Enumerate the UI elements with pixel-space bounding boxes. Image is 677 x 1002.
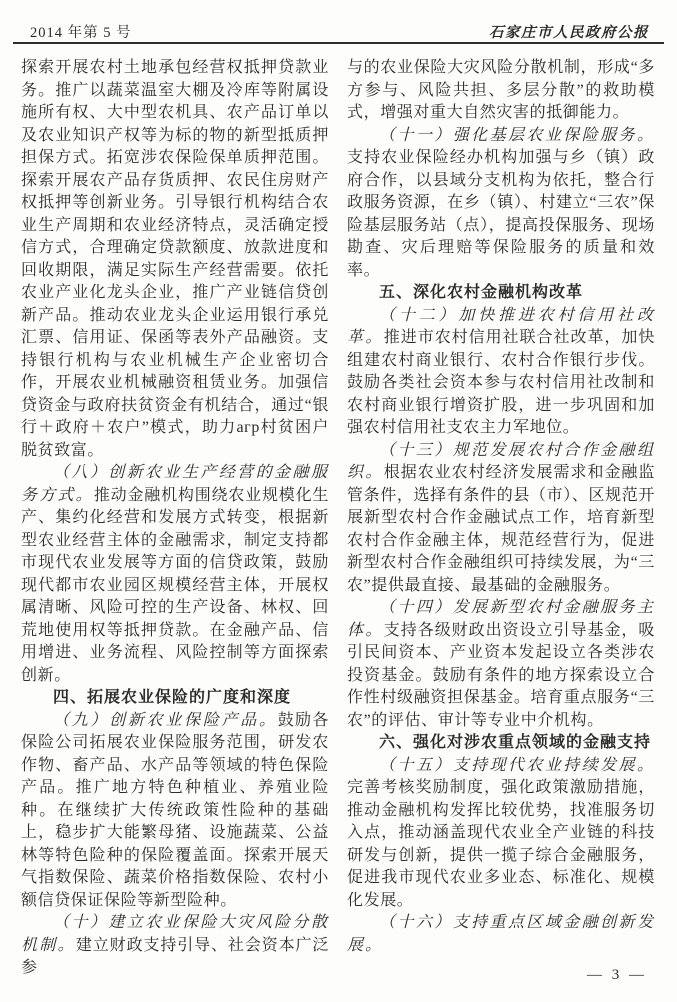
item-title: （八）创新农业生产经营的金融服务方式。 (21, 464, 329, 504)
paragraph-continuation: 探索开展农村土地承包经营权抵押贷款业务。推广以蔬菜温室大棚及冷库等附属设施所有权、大中型农机具、农产品订单以及农业知识产权等为标的物的新型抵质押担保方式。拓宽涉农保险保单质押范围。探索开展农产品存货质押、农民住房财产权抵押等创新业务。引导银行机构结合农业生产周期和农业经济特点，灵活确定授信方式，合理确定贷款额度、放款进度和回收期限，满足实际生产经营需要。依托农业产业化龙头企业，推广产业链信贷创新产品。推动农业龙头企业运用银行承兑汇票、信用证、保函等表外产品融资。支持银行机构与农业机械生产企业密切合作，开展农业机械融资租赁业务。加强信贷资金与政府扶贫资金有机结合，通过“银行＋政府＋农户”模式，助力агр村贫困户脱贫致富。 (21, 59, 329, 459)
item-title: （十）建立农业保险大灾风险分散机制。 (21, 914, 329, 954)
item-title: （十三）规范发展农村合作金融组织。 (347, 441, 655, 481)
page-footer (587, 967, 647, 984)
item-title: （十一）强化基层农业保险服务。 (379, 126, 655, 144)
page-number: — 3 — (587, 967, 647, 983)
item-paragraph: （九）创新农业保险产品。鼓励各保险公司拓展农业保险服务范围，研发农作物、畜产品、水产品等领域的特色保险产品。推广地方特色种植业、养殖业险种。在继续扩大传统政策性险种的基础上，稳步扩大能繁母猪、设施蔬菜、公益林等特色险种的保险覆盖面。探索开展天气指数保险、蔬菜价格指数保险、农村小额信贷保证保险等新型险种。 (21, 711, 329, 909)
item-paragraph (347, 912, 655, 957)
item-paragraph: （十二）加快推进农村信用社改革。推进市农村信用社联合社改革，加快组建农村商业银行、农村合作银行步伐。鼓励各类社会资本参与农村信用社改制和农村商业银行增资扩股，进一步巩固和加强农村信用社支农主力军地位。 (347, 306, 655, 436)
section-heading: 四、拓展农业保险的广度和深度 (53, 689, 292, 706)
item-paragraph: （十五）支持现代农业持续发展。完善考核奖励制度，强化政策激励措施，推动金融机构发挥比较优势，找准服务切入点，推动涵盖现代农业全产业链的科技研发与创新，提供一揽子综合金融服务，促进我市现代农业多业态、标准化、规模化发展。 (347, 756, 655, 909)
page-header (30, 21, 649, 42)
item-title: （十二）加快推进农村信用社改革。 (347, 306, 655, 346)
item-paragraph: （十三）规范发展农村合作金融组织。根据农业农村经济发展需求和金融监管条件，选择有条件的县（市）、区规范开展新型农村合作金融试点工作，培育新型农村合作金融主体，规范经营行为，促进新型农村合作金融组织可持续发展，为“三农”提供最直接、最基础的金融服务。 (347, 441, 655, 594)
item-paragraph: （十）建立农业保险大灾风险分散机制。建立财政支持引导、社会资本广泛参 (21, 914, 329, 976)
header-issue-number: 2014 年第 5 号 (30, 25, 132, 41)
item-title: （十四）发展新型农村金融服务主体。 (347, 599, 655, 639)
document-body (21, 57, 656, 980)
item-title: （十六）支持重点区域金融创新发展。 (347, 914, 655, 954)
item-paragraph: （八）创新农业生产经营的金融服务方式。推动金融机构围绕农业规模化生产、集约化经营和发展方式转变，根据新型农业经营主体的金融需求，制定支持都市现代农业发展等方面的信贷政策，鼓励现代都市农业园区规模经营主体，开展权属清晰、风险可控的生产设备、林权、回荒地使用权等抵押贷款。在金融产品、信用增进、业务流程、风险控制等方面探索创新。 (21, 464, 329, 684)
header-gazette-title: 石家庄市人民政府公报 (489, 25, 649, 41)
section-heading: 五、深化农村金融机构改革 (379, 284, 584, 301)
item-title: （十五）支持现代农业持续发展。 (379, 756, 655, 774)
paragraph-continuation: 与的农业保险大灾风险分散机制，形成“多方参与、风险共担、多层分散”的救助模式，增强对重大自然灾害的抵御能力。 (347, 59, 655, 121)
item-title: （九）创新农业保险产品。 (53, 711, 278, 729)
item-paragraph: （十一）强化基层农业保险服务。支持农业保险经办机构加强与乡（镇）政府合作，以县域分支机构为依托，整合行政服务资源，在乡（镇）、村建立“三农”保险基层服务站（点），提高投保服务、现场勘查、灾后理赔等保险服务的质量和效率。 (347, 126, 655, 279)
header-divider-rule (13, 42, 664, 44)
left-column (21, 57, 329, 980)
section-heading: 六、强化对涉农重点领域的金融支持 (379, 734, 652, 751)
item-paragraph: （十四）发展新型农村金融服务主体。支持各级财政出资设立引导基金，吸引民间资本、产业资本发起设立各类涉农投资基金。鼓励有条件的地方探索设立合作性村级融资担保基金。培育重点服务“三农”的评估、审计等专业中介机构。 (347, 599, 655, 729)
right-column (347, 57, 655, 980)
